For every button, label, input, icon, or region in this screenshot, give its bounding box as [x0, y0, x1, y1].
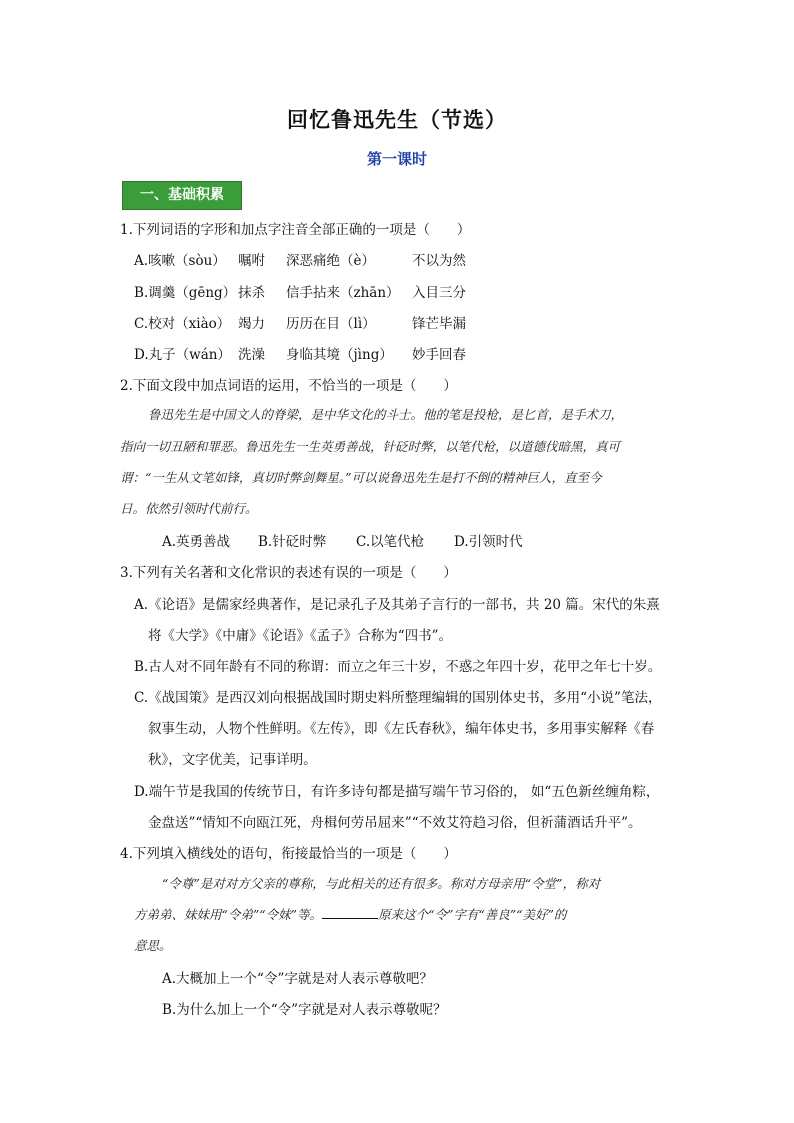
q1-c-word3: 历历在目（lì） [286, 316, 376, 332]
q1-c-word1: C.校对（xiào） [134, 316, 231, 332]
question-1-option-b [134, 281, 466, 301]
question-3-option-c-line-1: C.《战国策》是西汉刘向根据战国时期史料所整理编辑的国别体史书，多用“小说”笔法， [134, 690, 662, 706]
question-3-option-a-line-1: A.《论语》是儒家经典著作，是记录孔子及其弟子言行的一部书，共 20 篇。宋代的朱熹 [134, 597, 660, 613]
question-3-option-b: B.古人对不同年龄有不同的称谓：而立之年三十岁，不惑之年四十岁，花甲之年七十岁。 [134, 659, 662, 675]
q1-d-word1: D.丸子（wán） [134, 347, 231, 363]
q1-a-word3: 深恶痛绝（è） [286, 253, 375, 269]
q4-passage-part-2: 原来这个“令”字有“善良”“美好”的 [378, 907, 567, 922]
question-4-option-a: A.大概加上一个“令”字就是对人表示尊敬吧？ [162, 971, 433, 987]
question-3-option-d-line-2: 金盘送”“情知不向瓯江死，舟楫何劳吊屈来”“不效艾符趋习俗，但祈蒲酒话升平”。 [148, 815, 642, 831]
lesson-subtitle: 第一课时 [366, 150, 427, 168]
q2-option-a: A.英勇善战 [162, 534, 231, 550]
q1-a-word4: 不以为然 [412, 253, 466, 269]
q1-d-word3: 身临其境（jìng） [286, 347, 393, 363]
q1-d-word4: 妙手回春 [412, 347, 466, 363]
q1-b-word4: 入目三分 [412, 285, 466, 301]
q1-b-word1: B.调羹（gēng） [134, 285, 237, 301]
q2-option-c: C.以笔代枪 [356, 534, 425, 550]
question-3-option-c-line-3: 秋》，文字优美，记事详明。 [148, 752, 317, 768]
q1-b-word2: 抹杀 [238, 285, 265, 301]
question-3-stem: 3.下列有关名著和文化常识的表述有误的一项是（ ） [120, 565, 457, 581]
question-4-passage-line-3: 意思。 [134, 938, 172, 953]
question-1-option-c [134, 312, 466, 332]
question-2-options [162, 530, 523, 550]
question-4-stem: 4.下列填入横线处的语句，衔接最恰当的一项是（ ） [120, 846, 457, 862]
question-2-stem: 2.下面文段中加点词语的运用，不恰当的一项是（ ） [120, 378, 457, 394]
q1-c-word4: 锋芒毕漏 [412, 316, 466, 332]
q1-c-word2: 竭力 [238, 316, 265, 332]
q4-passage-part-1: 方弟弟、妹妹用“令弟”“令妹”等。 [134, 907, 323, 922]
question-1-option-a [134, 249, 466, 269]
q1-d-word2: 洗澡 [238, 347, 265, 363]
page-title: 回忆鲁迅先生（节选） [287, 108, 507, 132]
question-2-passage-line-2: 指向一切丑陋和罪恶。鲁迅先生一生英勇善战，针砭时弊，以笔代枪，以道德伐暗黑，真可 [120, 439, 621, 454]
q1-a-word2: 嘱咐 [238, 253, 265, 269]
question-2-passage-line-3: 谓：“一生从文笔如锋，真切时弊剑舞星。”可以说鲁迅先生是打不倒的精神巨人，直至今 [120, 470, 602, 485]
q2-option-d: D.引领时代 [454, 534, 523, 550]
q2-option-b: B.针砭时弊 [258, 534, 327, 550]
question-2-passage-line-1: 鲁迅先生是中国文人的脊梁，是中华文化的斗士。他的笔是投枪，是匕首，是手术刀， [148, 407, 624, 422]
question-3-option-a-line-2: 将《大学》《中庸》《论语》《孟子》合称为“四书”。 [148, 628, 453, 644]
q1-b-word3: 信手拈来（zhān） [286, 285, 400, 301]
question-4-option-b: B.为什么加上一个“令”字就是对人表示尊敬呢？ [162, 1002, 447, 1018]
question-3-option-d-line-1: D.端午节是我国的传统节日，有许多诗句都是描写端午节习俗的， 如“五色新丝缠角粽， [134, 784, 660, 800]
question-4-passage-line-2 [134, 905, 566, 923]
question-2-passage-line-4: 日。依然引领时代前行。 [120, 501, 258, 516]
question-1-option-d [134, 343, 466, 363]
question-3-option-c-line-2: 叙事生动，人物个性鲜明。《左传》，即《左氏春秋》，编年体史书，多用事实解释《春 [148, 721, 655, 737]
question-1-stem: 1.下列词语的字形和加点字注音全部正确的一项是（ ） [120, 222, 471, 238]
question-4-passage-line-1: “令尊”是对对方父亲的尊称，与此相关的还有很多。称对方母亲用“令堂”，称对 [162, 876, 601, 891]
section-badge: 一、基础积累 [122, 181, 242, 210]
q1-a-word1: A.咳嗽（sòu） [134, 253, 226, 269]
fill-in-blank[interactable] [322, 906, 378, 919]
